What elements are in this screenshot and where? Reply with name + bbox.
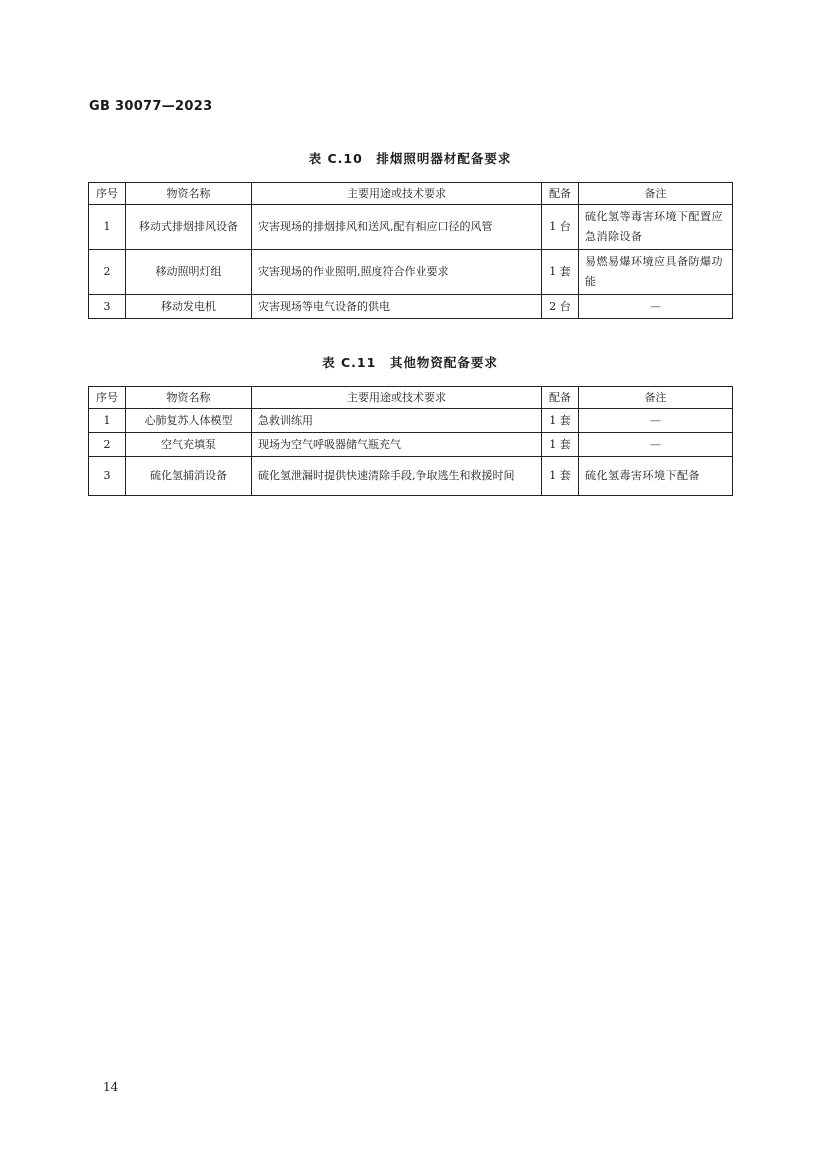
cell-index: 3 [89, 457, 126, 496]
col-header-name: 物资名称 [126, 387, 252, 409]
table-row [89, 457, 733, 496]
cell-note: 易燃易爆环境应具备防爆功能 [579, 250, 733, 295]
cell-index: 3 [89, 295, 126, 319]
cell-qty: 2 台 [542, 295, 579, 319]
cell-name: 移动发电机 [126, 295, 252, 319]
cell-name: 硫化氢捕消设备 [126, 457, 252, 496]
col-header-index: 序号 [89, 183, 126, 205]
cell-note: 硫化氢等毒害环境下配置应急消除设备 [579, 205, 733, 250]
cell-qty: 1 套 [542, 250, 579, 295]
page-number: 14 [103, 1080, 119, 1094]
cell-note: 硫化氢毒害环境下配备 [579, 457, 733, 496]
cell-note: — [579, 433, 733, 457]
table-c11-title: 表 C.11 其他物资配备要求 [322, 355, 498, 370]
cell-use: 灾害现场的排烟排风和送风,配有相应口径的风管 [252, 205, 542, 250]
col-header-qty: 配备 [542, 387, 579, 409]
table-row [89, 205, 733, 250]
cell-note: — [579, 295, 733, 319]
cell-use: 现场为空气呼吸器储气瓶充气 [252, 433, 542, 457]
table-c10 [88, 182, 733, 319]
cell-name: 心肺复苏人体模型 [126, 409, 252, 433]
cell-index: 1 [89, 409, 126, 433]
cell-name: 移动式排烟排风设备 [126, 205, 252, 250]
cell-qty: 1 台 [542, 205, 579, 250]
cell-qty: 1 套 [542, 433, 579, 457]
cell-index: 2 [89, 433, 126, 457]
table-row [89, 295, 733, 319]
cell-index: 1 [89, 205, 126, 250]
cell-use: 灾害现场等电气设备的供电 [252, 295, 542, 319]
cell-qty: 1 套 [542, 409, 579, 433]
cell-qty: 1 套 [542, 457, 579, 496]
table-row [89, 250, 733, 295]
col-header-name: 物资名称 [126, 183, 252, 205]
col-header-note: 备注 [579, 183, 733, 205]
cell-use: 急救训练用 [252, 409, 542, 433]
table-row [89, 409, 733, 433]
cell-use: 硫化氢泄漏时提供快速清除手段,争取逃生和救援时间 [252, 457, 542, 496]
col-header-index: 序号 [89, 387, 126, 409]
cell-use: 灾害现场的作业照明,照度符合作业要求 [252, 250, 542, 295]
col-header-use: 主要用途或技术要求 [252, 183, 542, 205]
cell-name: 空气充填泵 [126, 433, 252, 457]
cell-index: 2 [89, 250, 126, 295]
cell-name: 移动照明灯组 [126, 250, 252, 295]
cell-note: — [579, 409, 733, 433]
col-header-use: 主要用途或技术要求 [252, 387, 542, 409]
col-header-qty: 配备 [542, 183, 579, 205]
table-c10-title: 表 C.10 排烟照明器材配备要求 [308, 151, 512, 166]
standard-code: GB 30077—2023 [89, 99, 213, 114]
table-header-row [89, 387, 733, 409]
col-header-note: 备注 [579, 387, 733, 409]
table-c11 [88, 386, 733, 496]
table-header-row [89, 183, 733, 205]
table-row [89, 433, 733, 457]
